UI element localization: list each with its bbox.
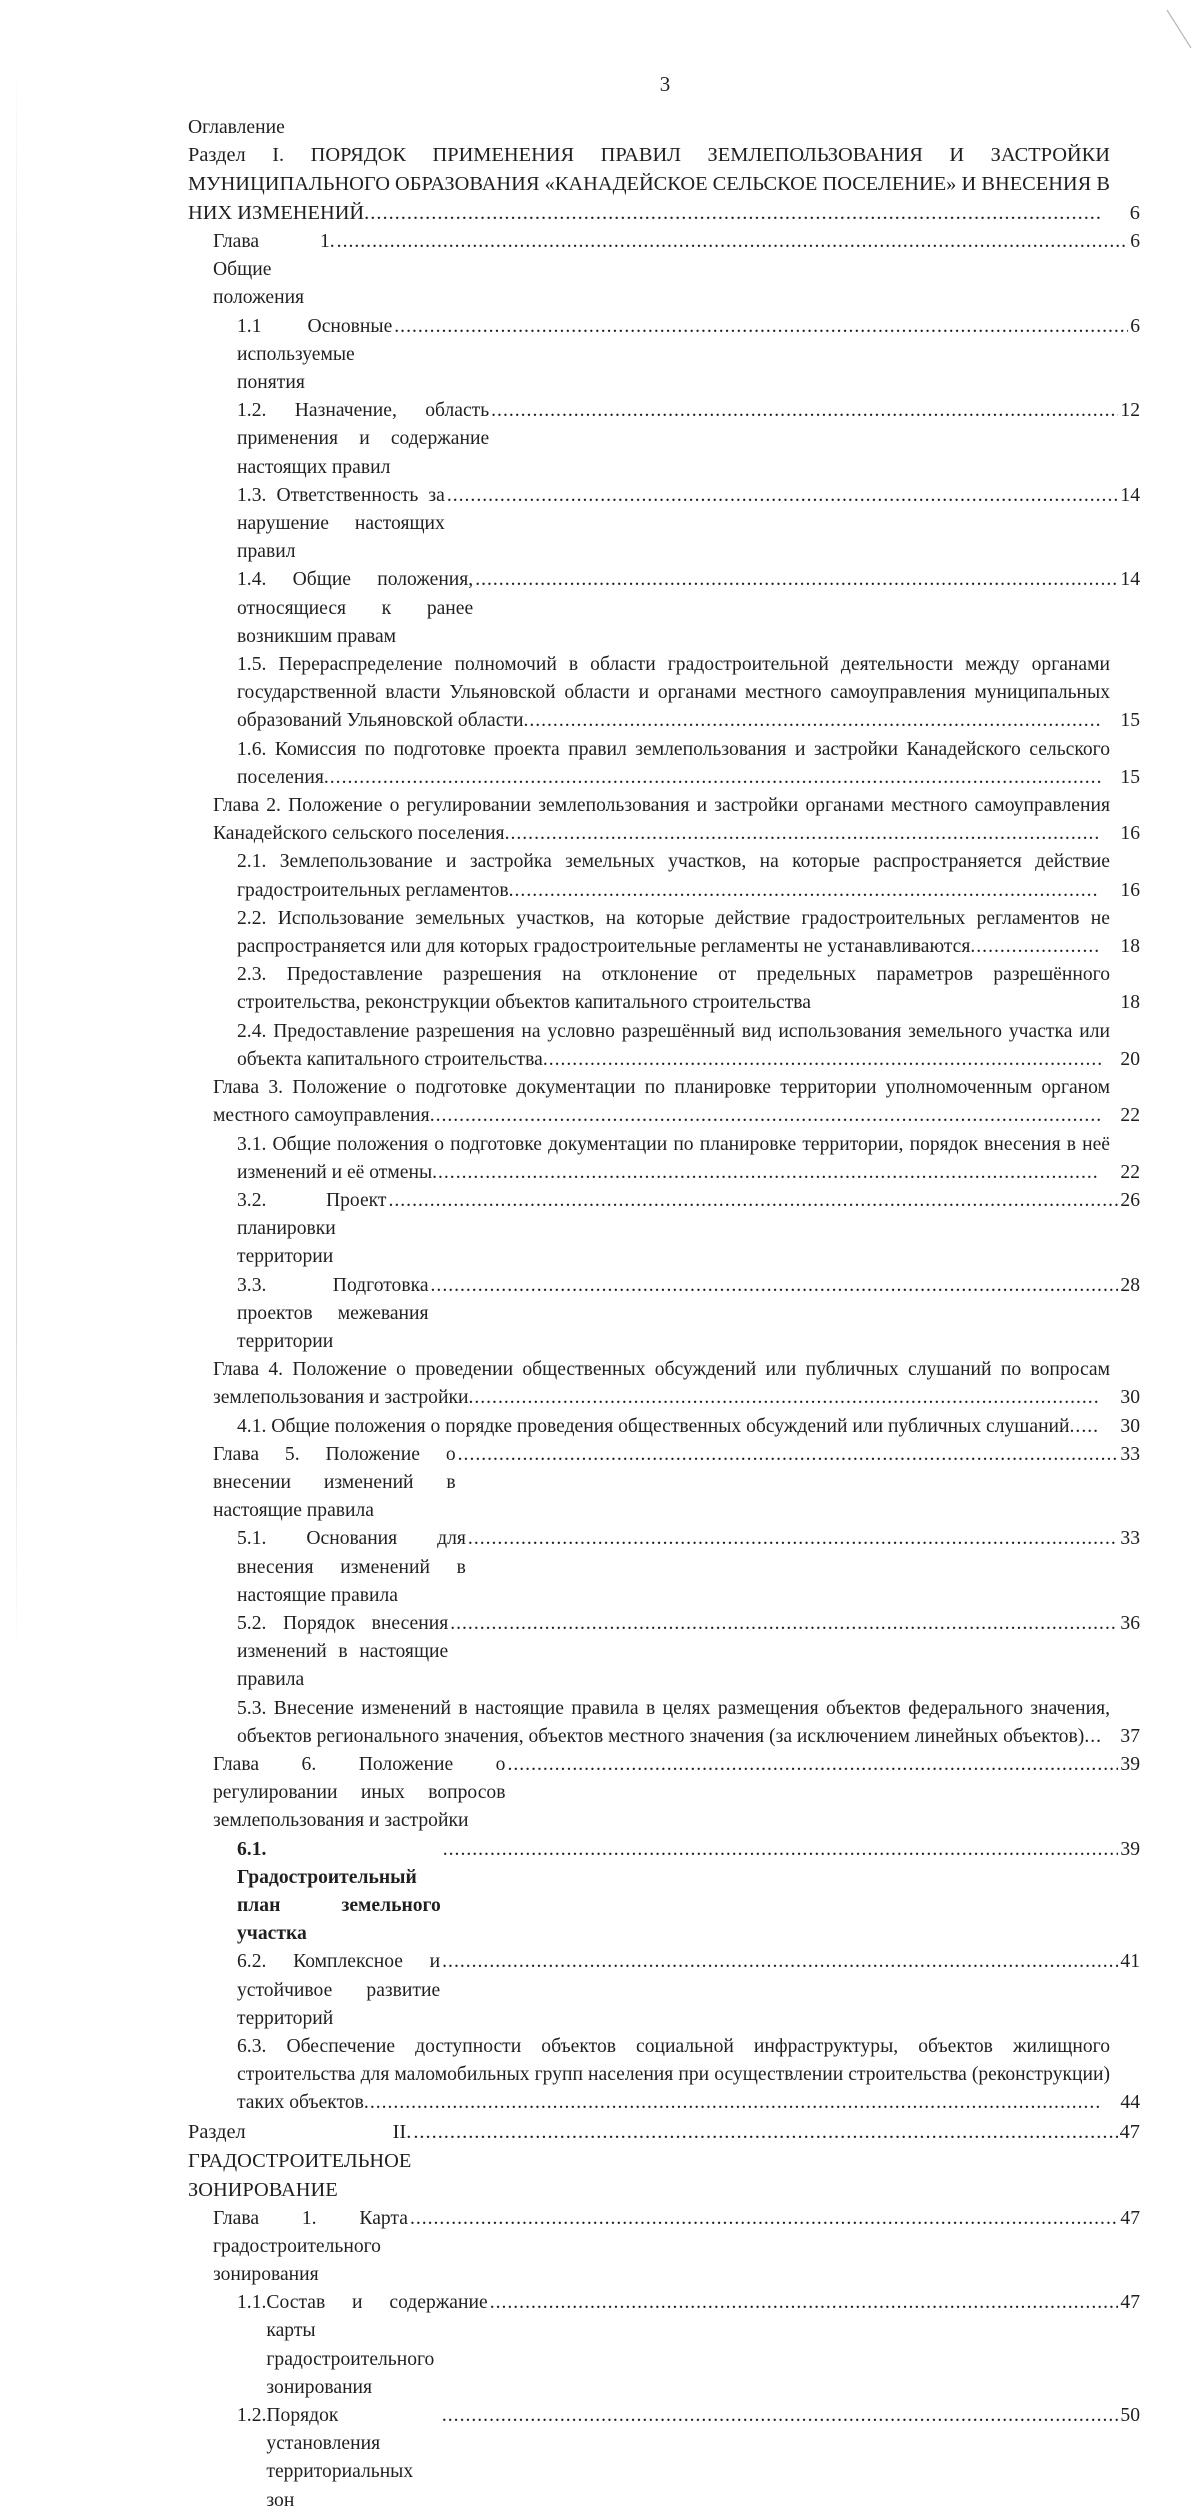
toc-entry-1-2[interactable] [237, 397, 1140, 482]
toc-entry-4-1[interactable] [237, 1413, 1140, 1441]
toc-title: Оглавление [188, 117, 285, 138]
dot-leader: ............................................................................................... [542, 1048, 1104, 1070]
toc-entry-text: Глава 3. Положение о подготовке документации по планировке территории уполномоченным органом местного самоуправления [213, 1077, 1110, 1127]
toc-entry-page: 30 [1120, 1415, 1140, 1437]
toc-entry-text: Раздел I. ПОРЯДОК ПРИМЕНЕНИЯ ПРАВИЛ ЗЕМЛЕПОЛЬЗОВАНИЯ И ЗАСТРОЙКИ МУНИЦИПАЛЬНОГО ОБРАЗОВАНИЯ «КАНАДЕЙСКОЕ СЕЛЬСКОЕ ПОСЕЛЕНИЕ» И ВНЕСЕНИЯ В НИХ ИЗМЕНЕНИЙ [188, 144, 1110, 224]
toc-entry-text: 2.2. Использование земельных участков, на которые действие градостроительных регламентов не распространяется или для которых градостроительные регламенты не устанавливаются [237, 907, 1110, 958]
toc-entry-1-4[interactable] [237, 566, 1140, 651]
toc-entry-number: 1.2. [237, 2405, 267, 2427]
toc-entry-page: 39 [1120, 1753, 1140, 1775]
toc-entry-page: 15 [1120, 710, 1140, 732]
toc-entry-page: 30 [1120, 1387, 1140, 1409]
toc-entry-page: 37 [1120, 1725, 1140, 1747]
table-of-contents [188, 114, 1140, 2515]
toc-entry-s2-chapter-1[interactable] [213, 2205, 1140, 2290]
toc-entry-text: Глава 1. Карта градостроительного зонирования [213, 2207, 408, 2286]
toc-entry-text: 6.2. Комплексное и устойчивое развитие территорий [237, 1951, 441, 2029]
toc-entry-5-2[interactable] [237, 1610, 1140, 1695]
dot-leader: ..... [1069, 1415, 1100, 1437]
toc-entry-text: Глава 1. Общие положения [213, 231, 335, 309]
toc-entry-page: 22 [1120, 1105, 1140, 1127]
toc-entry-page: 6 [1129, 202, 1140, 224]
toc-entry-text: 5.2. Порядок внесения изменений в настоящие правила [237, 1612, 449, 1691]
toc-entry-page: 14 [1120, 569, 1140, 591]
toc-entry-5-1[interactable] [237, 1525, 1140, 1610]
toc-entry-chapter-6[interactable] [213, 1751, 1140, 1836]
toc-entry-text: 5.1. Основания для внесения изменений в настоящие правила [237, 1528, 466, 1606]
toc-entry-chapter-3[interactable] [213, 1074, 1140, 1130]
toc-entry-2-4[interactable] [237, 1018, 1140, 1074]
toc-entry-text: 3.3. Подготовка проектов межевания территории [237, 1274, 429, 1352]
toc-entry-page: 16 [1120, 823, 1140, 845]
toc-entry-1-6[interactable] [237, 736, 1140, 792]
toc-entry-text: 4.1. Общие положения о порядке проведения общественных обсуждений или публичных слушаний [237, 1415, 1070, 1437]
toc-entry-3-1[interactable] [237, 1131, 1140, 1187]
toc-entry-page: 6 [1130, 315, 1140, 337]
toc-entry-page: 18 [1120, 936, 1140, 958]
toc-entry-text: 5.3. Внесение изменений в настоящие правила в целях размещения объектов федерального значения, объектов регионального значения, объектов местного значения (за исключением линейных объектов) [237, 1697, 1110, 1747]
dot-leader: .................................................................................................... [508, 879, 1099, 901]
toc-entry-page: 28 [1120, 1274, 1140, 1296]
toc-entry-text: Состав и содержание карты градостроительного зонирования [266, 2292, 488, 2398]
toc-entry-text: Раздел II. ГРАДОСТРОИТЕЛЬНОЕ ЗОНИРОВАНИЕ [188, 2120, 412, 2201]
dot-leader: ............................................................................................................................. [363, 2092, 1102, 2114]
toc-entry-page: 26 [1120, 1189, 1140, 1211]
dot-leader: .................................................................................................................................... [323, 766, 1103, 788]
toc-entry-chapter-2[interactable] [213, 792, 1140, 848]
dot-leader [442, 1948, 1118, 1976]
toc-entry-text: Глава 4. Положение о проведении общественных обсуждений или публичных слушаний по вопросам землепользования и застройки [213, 1359, 1110, 1409]
toc-entry-text: 2.3. Предоставление разрешения на отклонение от предельных параметров разрешённого строительства, реконструкции объектов капитального строительства [237, 964, 1110, 1014]
toc-entry-text: 2.4. Предоставление разрешения на условно разрешённый вид использования земельного участка или объекта капитального строительства [237, 1020, 1110, 1070]
toc-entry-page: 14 [1120, 484, 1140, 506]
toc-entry-page: 50 [1120, 2405, 1140, 2427]
toc-entry-page: 33 [1120, 1443, 1140, 1465]
dot-leader [337, 228, 1129, 256]
dot-leader [431, 1272, 1119, 1300]
toc-entry-page: 39 [1120, 1838, 1140, 1860]
toc-entry-section-2[interactable] [188, 2118, 1140, 2205]
toc-entry-text: 3.1. Общие положения о подготовке документации по планировке территории, порядок внесения в неё изменений и её отмены [237, 1133, 1110, 1183]
toc-entry-6-2[interactable] [237, 1948, 1140, 2033]
dot-leader [490, 2289, 1119, 2317]
dot-leader: ..................................................................................................... [504, 823, 1101, 845]
toc-entry-text: 1.1 Основные используемые понятия [237, 315, 393, 394]
scan-edge-shadow [16, 60, 17, 1660]
dot-leader [491, 397, 1118, 425]
toc-entry-text: 1.5. Перераспределение полномочий в области градостроительной деятельности между органами государственной власти Ульяновской области и органами местного самоуправления муниципальных образований Ульяновской области [237, 654, 1110, 732]
toc-entry-page: 47 [1120, 2207, 1140, 2229]
toc-entry-page: 6 [1130, 231, 1140, 252]
dot-leader [413, 2118, 1117, 2147]
toc-entry-text: 2.1. Землепользование и застройка земельных участков, на которые распространяется действие градостроительных регламентов [237, 851, 1110, 901]
toc-entry-page: 15 [1120, 766, 1140, 788]
dot-leader: ................................................................................................................. [432, 1161, 1099, 1183]
toc-entry-text: 1.3. Ответственность за нарушение настоящих правил [237, 484, 445, 563]
toc-entry-page: 22 [1120, 1161, 1140, 1183]
dot-leader: ... [1084, 1725, 1103, 1747]
toc-entry-6-3[interactable] [237, 2033, 1140, 2118]
dot-leader [475, 566, 1118, 594]
dot-leader [450, 1610, 1118, 1638]
toc-entry-page: 16 [1120, 879, 1140, 901]
toc-entry-text: Глава 6. Положение о регулировании иных вопросов землепользования и застройки [213, 1753, 506, 1832]
toc-entry-3-2[interactable] [237, 1187, 1140, 1272]
toc-entry-text: 3.2. Проект планировки территории [237, 1189, 387, 1268]
toc-entry-text: 1.4. Общие положения, относящиеся к ранее возникшим правам [237, 569, 474, 647]
dot-leader: ........................................................................................................... [468, 1387, 1100, 1409]
dot-leader: .................................................................................................. [523, 710, 1102, 732]
toc-entry-page: 18 [1120, 992, 1140, 1014]
dot-leader: ......................................................................................................................... [364, 202, 1102, 224]
toc-entry-s2-1-2[interactable] [237, 2402, 1140, 2515]
toc-entry-number: 1.1. [237, 2292, 267, 2314]
dot-leader [442, 2402, 1119, 2430]
toc-entry-1-1[interactable] [237, 313, 1140, 398]
toc-entry-1-5[interactable] [237, 651, 1140, 736]
toc-entry-text: Глава 5. Положение о внесении изменений в настоящие правила [213, 1443, 456, 1522]
dot-leader [443, 1836, 1119, 1864]
toc-entry-2-2[interactable] [237, 905, 1140, 961]
toc-entry-text: 1.2. Назначение, область применения и содержание настоящих правил [237, 400, 490, 478]
toc-entry-text: 6.1. Градостроительный план земельного участка [237, 1838, 441, 1945]
dot-leader [447, 482, 1119, 510]
dot-leader [388, 1187, 1118, 1215]
toc-entry-6-1[interactable] [237, 1836, 1140, 1949]
dot-leader [410, 2205, 1118, 2233]
dot-leader [507, 1751, 1118, 1779]
toc-entry-page: 20 [1120, 1048, 1140, 1070]
dot-leader [458, 1441, 1119, 1469]
toc-entry-3-3[interactable] [237, 1272, 1140, 1357]
toc-entry-page: 47 [1119, 2120, 1140, 2143]
toc-entry-page: 12 [1120, 400, 1140, 422]
toc-entry-chapter-4[interactable] [213, 1356, 1140, 1412]
toc-entry-text: Порядок установления территориальных зон [266, 2405, 414, 2511]
toc-entry-page: 41 [1120, 1951, 1140, 1973]
toc-entry-text: 6.3. Обеспечение доступности объектов социальной инфраструктуры, объектов жилищного строительства для маломобильных групп населения при осуществлении строительства (реконструкции) таких объектов [237, 2036, 1110, 2114]
toc-entry-page: 33 [1120, 1528, 1140, 1550]
page-number: 3 [659, 72, 671, 96]
toc-entry-page: 44 [1120, 2092, 1140, 2114]
dot-leader: .................................................................................................................. [429, 1105, 1103, 1127]
toc-entry-5-3[interactable] [237, 1695, 1140, 1751]
toc-entry-text: Глава 2. Положение о регулировании землепользования и застройки органами местного самоуправления Канадейского сельского поселения [213, 795, 1110, 845]
toc-entry-text: 1.6. Комиссия по подготовке проекта правил землепользования и застройки Канадейского сельского поселения [237, 738, 1110, 788]
dot-leader [394, 313, 1128, 341]
toc-entry-chapter-5[interactable] [213, 1441, 1140, 1526]
toc-entry-1-3[interactable] [237, 482, 1140, 567]
toc-entry-2-1[interactable] [237, 848, 1140, 904]
toc-entry-page: 36 [1120, 1612, 1140, 1634]
toc-entry-section-1[interactable] [188, 141, 1140, 228]
scan-corner-mark [1165, 8, 1195, 50]
dot-leader: ...................... [970, 936, 1101, 958]
toc-entry-chapter-1[interactable] [213, 228, 1140, 313]
toc-entry-2-3[interactable] [237, 961, 1140, 1017]
toc-entry-s2-1-1[interactable] [237, 2289, 1140, 2402]
dot-leader [468, 1525, 1118, 1553]
toc-entry-page: 47 [1120, 2292, 1140, 2314]
